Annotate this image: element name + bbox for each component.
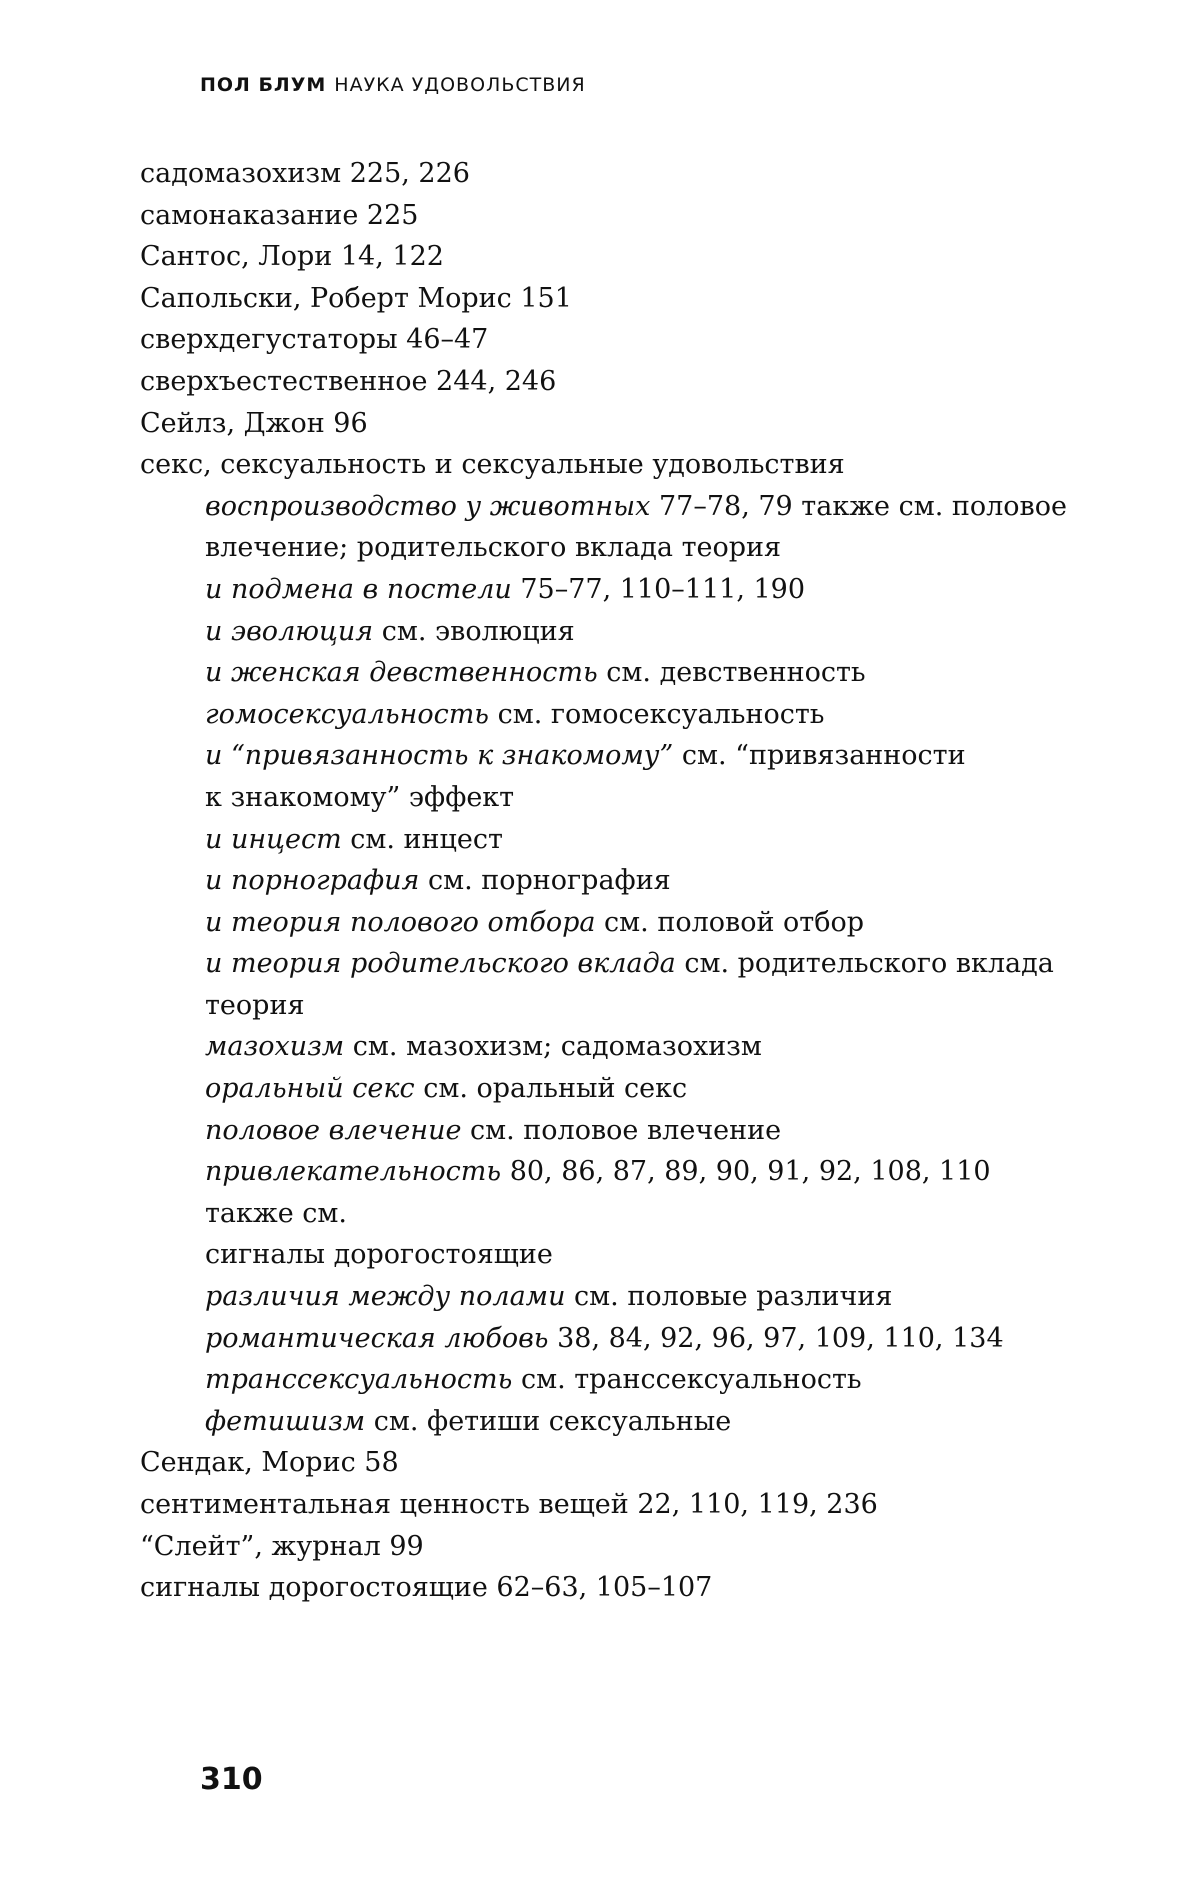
index-entry-list	[140, 153, 1080, 1609]
index-entry	[140, 153, 1080, 195]
index-entry	[140, 361, 1080, 403]
subentry-term: воспроизводство у животных	[205, 490, 651, 522]
subentry-reference: 38, 84, 92, 96, 97, 109, 110, 134	[548, 1322, 1004, 1354]
index-entry	[140, 1567, 1080, 1609]
running-header	[200, 74, 586, 96]
subentry-reference: сигналы дорогостоящие	[205, 1239, 553, 1271]
subentry-reference: к знакомому” эффект	[205, 781, 515, 813]
index-entry	[140, 195, 1080, 237]
subentry-term: и “привязанность к знакомому”	[205, 740, 674, 772]
subentry-term: оральный секс	[205, 1073, 415, 1105]
subentry-term: и подмена в постели	[205, 573, 512, 605]
index-subentry	[140, 1110, 1080, 1152]
subentry-reference: см. девственность	[597, 657, 866, 689]
index-entry	[140, 278, 1080, 320]
subentry-reference: 77–78, 79 также см. половое	[650, 490, 1067, 522]
subentry-reference: влечение; родительского вклада теория	[205, 532, 782, 564]
index-subentry	[140, 1401, 1080, 1443]
entry-text: Сендак, Морис 58	[140, 1447, 399, 1479]
entry-text: Сапольски, Роберт Морис 151	[140, 282, 572, 314]
subentry-term: различия между полами	[205, 1281, 566, 1313]
index-subentry	[140, 902, 1080, 944]
subentry-term: романтическая любовь	[205, 1322, 549, 1354]
subentry-term: транссексуальность	[205, 1364, 513, 1396]
page-number: 310	[200, 1762, 263, 1797]
index-subentry	[140, 943, 1080, 985]
index-entry	[140, 236, 1080, 278]
index-subentry	[140, 652, 1080, 694]
subentry-term: гомосексуальность	[205, 698, 490, 730]
subentry-reference: см. мазохизм; садомазохизм	[344, 1031, 762, 1063]
entry-text: сверхъестественное 244, 246	[140, 365, 557, 397]
index-subentry	[140, 1234, 1080, 1276]
subentry-term: фетишизм	[205, 1405, 366, 1437]
entry-text: сигналы дорогостоящие 62–63, 105–107	[140, 1572, 713, 1604]
index-subentry	[140, 1318, 1080, 1360]
subentry-term: и эволюция	[205, 615, 374, 647]
entry-text: садомазохизм 225, 226	[140, 158, 470, 189]
subentry-term: и порнография	[205, 865, 420, 897]
header-author: ПОЛ БЛУМ	[200, 74, 327, 96]
entry-text: сверхдегустаторы 46–47	[140, 324, 489, 356]
subentry-reference: см. гомосексуальность	[489, 698, 825, 730]
subentry-reference: см. эволюция	[373, 615, 575, 647]
subentry-reference: см. “привязанности	[673, 740, 966, 772]
subentry-term: половое влечение	[205, 1114, 462, 1146]
index-subentry	[140, 777, 1080, 819]
index-subentry	[140, 611, 1080, 653]
index-subentry	[140, 569, 1080, 611]
index-subentry	[140, 1068, 1080, 1110]
index-subentry	[140, 1151, 1080, 1234]
subentry-reference: см. фетиши сексуальные	[365, 1405, 732, 1437]
entry-text: “Слейт”, журнал 99	[140, 1530, 424, 1562]
index-entry	[140, 1526, 1080, 1568]
subentry-term: и инцест	[205, 823, 342, 855]
subentry-term: и теория полового отбора	[205, 906, 596, 938]
entry-text: секс, сексуальность и сексуальные удовольствия	[140, 449, 845, 481]
index-subentry	[140, 1359, 1080, 1401]
subentry-reference: 80, 86, 87, 89, 90, 91, 92, 108, 110 также см.	[205, 1156, 991, 1229]
entry-text: Сантос, Лори 14, 122	[140, 241, 444, 273]
entry-text: самонаказание 225	[140, 199, 419, 231]
subentry-term: привлекательность	[205, 1156, 502, 1188]
subentry-reference: см. родительского вклада	[675, 948, 1054, 980]
index-subentry	[140, 694, 1080, 736]
index-subentry	[140, 819, 1080, 861]
subentry-reference: теория	[205, 989, 305, 1021]
subentry-reference: см. оральный секс	[414, 1073, 688, 1105]
index-entry	[140, 1442, 1080, 1484]
index-subentry	[140, 1276, 1080, 1318]
subentry-reference: см. порнография	[419, 865, 671, 897]
index-subentry	[140, 527, 1080, 569]
subentry-term: и теория родительского вклада	[205, 948, 676, 980]
index-subentry	[140, 735, 1080, 777]
index-subentry	[140, 486, 1080, 528]
entry-text: Сейлз, Джон 96	[140, 407, 368, 439]
subentry-reference: 75–77, 110–111, 190	[511, 573, 806, 605]
index-entry	[140, 403, 1080, 445]
index-subentry	[140, 1026, 1080, 1068]
subentry-reference: см. транссексуальность	[512, 1364, 862, 1396]
subentry-reference: см. половой отбор	[595, 906, 865, 938]
subentry-reference: см. половое влечение	[461, 1114, 782, 1146]
entry-text: сентиментальная ценность вещей 22, 110, 119, 236	[140, 1489, 878, 1520]
subentry-reference: см. половые различия	[565, 1281, 893, 1313]
index-subentry	[140, 860, 1080, 902]
index-subentry	[140, 985, 1080, 1027]
subentry-term: мазохизм	[205, 1031, 345, 1063]
index-entry	[140, 444, 1080, 486]
index-entry	[140, 1484, 1080, 1526]
subentry-reference: см. инцест	[341, 823, 503, 855]
index-entry	[140, 319, 1080, 361]
header-book-title: НАУКА УДОВОЛЬСТВИЯ	[334, 74, 586, 96]
subentry-term: и женская девственность	[205, 657, 598, 689]
